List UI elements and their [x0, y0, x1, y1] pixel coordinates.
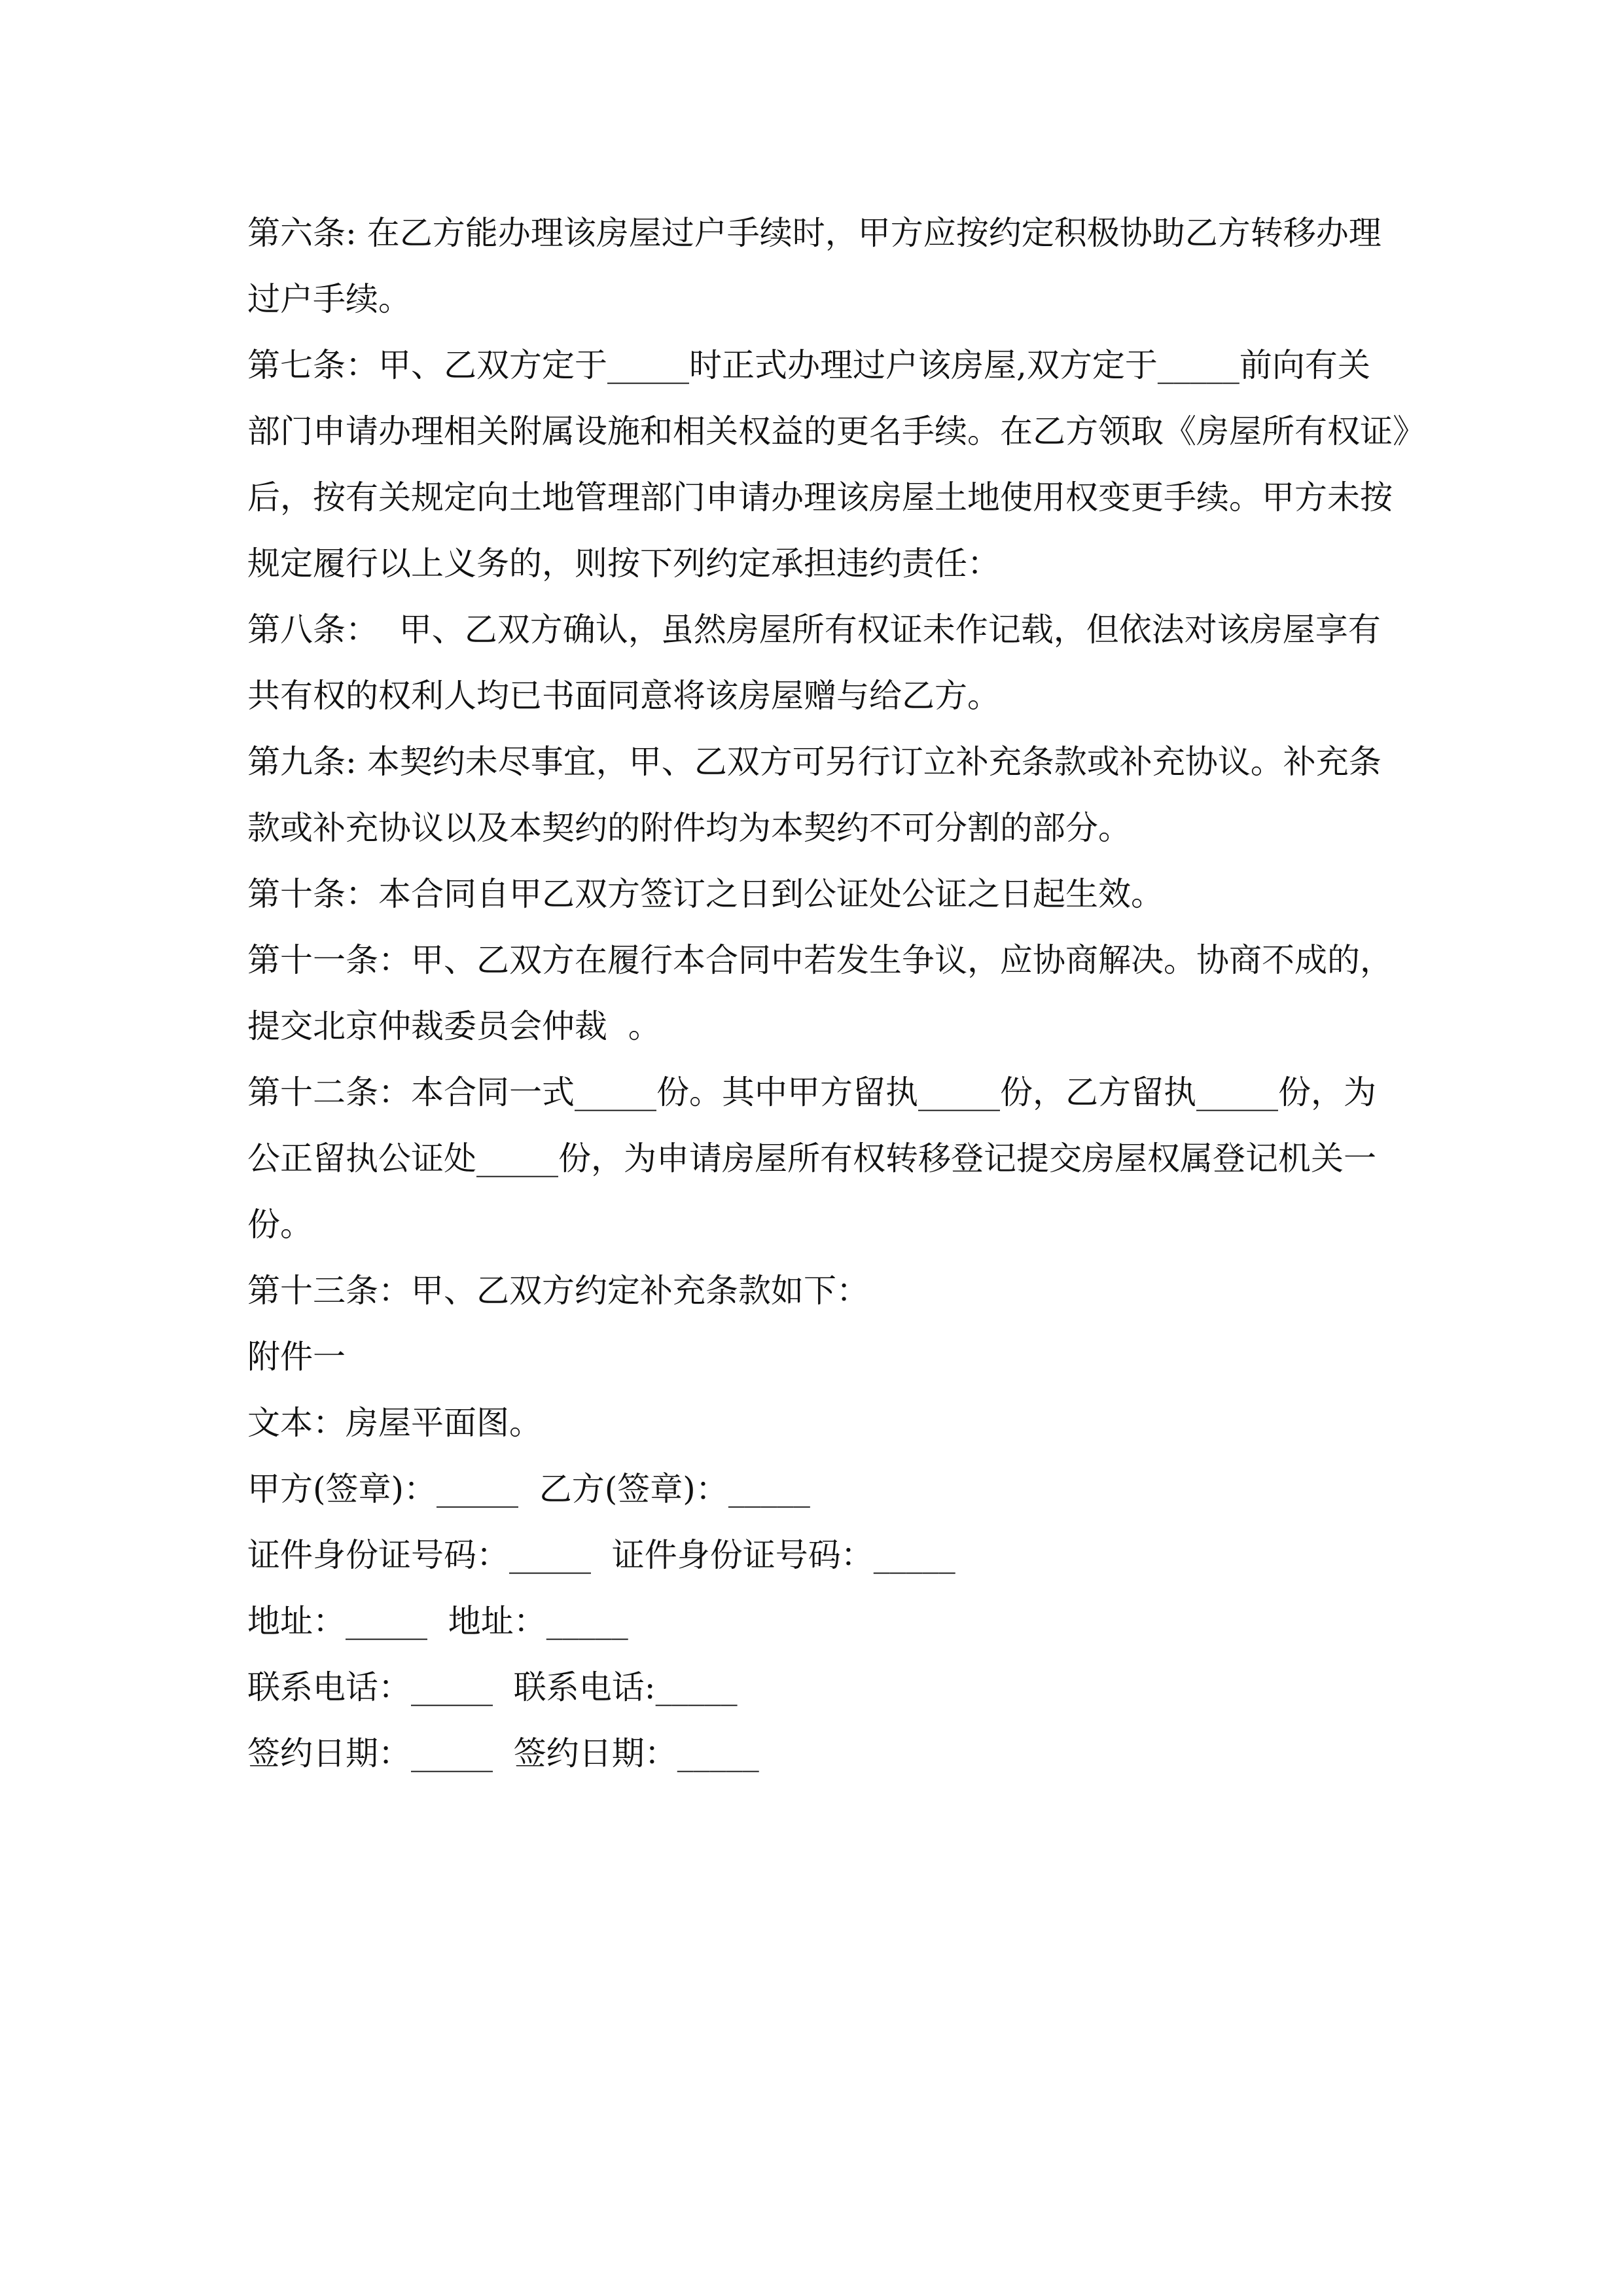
article-9-line-2: 款或补充协议以及本契约的附件均为本契约不可分割的部分。 [247, 809, 1131, 847]
article-6-line-1: 第六条: 在乙方能办理该房屋过户手续时，甲方应按约定积极协助乙方转移办理 [247, 214, 1382, 252]
article-8-line-1: 第八条： 甲、乙双方确认，虽然房屋所有权证未作记载，但依法对该房屋享有 [247, 611, 1381, 649]
article-9-line-1: 第九条: 本契约未尽事宜，甲、乙双方可另行订立补充条款或补充协议。补充条 [247, 743, 1382, 781]
article-7-line-4: 规定履行以上义务的，则按下列约定承担违约责任： [247, 545, 1000, 583]
article-7-line-3: 后，按有关规定向土地管理部门申请办理该房屋土地使用权变更手续。甲方未按 [247, 478, 1393, 516]
article-10-line-1: 第十条：本合同自甲乙双方签订之日到公证处公证之日起生效。 [247, 875, 1164, 913]
date-row: 签约日期：_____ 签约日期：_____ [247, 1734, 759, 1772]
article-7-line-2: 部门申请办理相关附属设施和相关权益的更名手续。在乙方领取《房屋所有权证》 [247, 412, 1425, 450]
address-row: 地址：_____ 地址：_____ [247, 1602, 628, 1640]
article-11-line-1: 第十一条：甲、乙双方在履行本合同中若发生争议，应协商解决。协商不成的， [247, 941, 1393, 979]
document-body [247, 200, 1425, 1787]
attachment-heading: 附件一 [247, 1338, 346, 1376]
article-6-line-2: 过户手续。 [247, 280, 411, 318]
article-12-line-2: 公正留执公证处_____份，为申请房屋所有权转移登记提交房屋权属登记机关一 [247, 1139, 1376, 1177]
article-7-line-1: 第七条：甲、乙双方定于_____时正式办理过户该房屋,双方定于_____前向有关 [247, 346, 1370, 384]
article-8-line-2: 共有权的权利人均已书面同意将该房屋赠与给乙方。 [247, 677, 1000, 715]
article-12-line-3: 份。 [247, 1206, 313, 1244]
signature-row: 甲方(签章)：_____ 乙方(签章)：_____ [247, 1470, 810, 1508]
article-12-line-1: 第十二条：本合同一式_____份。其中甲方留执_____份，乙方留执_____份，为 [247, 1073, 1376, 1111]
article-11-line-2: 提交北京仲裁委员会仲裁 。 [247, 1007, 661, 1045]
article-13-line-1: 第十三条：甲、乙双方约定补充条款如下： [247, 1272, 869, 1310]
attachment-text: 文本：房屋平面图。 [247, 1404, 542, 1442]
id-number-row: 证件身份证号码：_____ 证件身份证号码：_____ [247, 1536, 955, 1574]
phone-row: 联系电话：_____ 联系电话:_____ [247, 1668, 738, 1706]
